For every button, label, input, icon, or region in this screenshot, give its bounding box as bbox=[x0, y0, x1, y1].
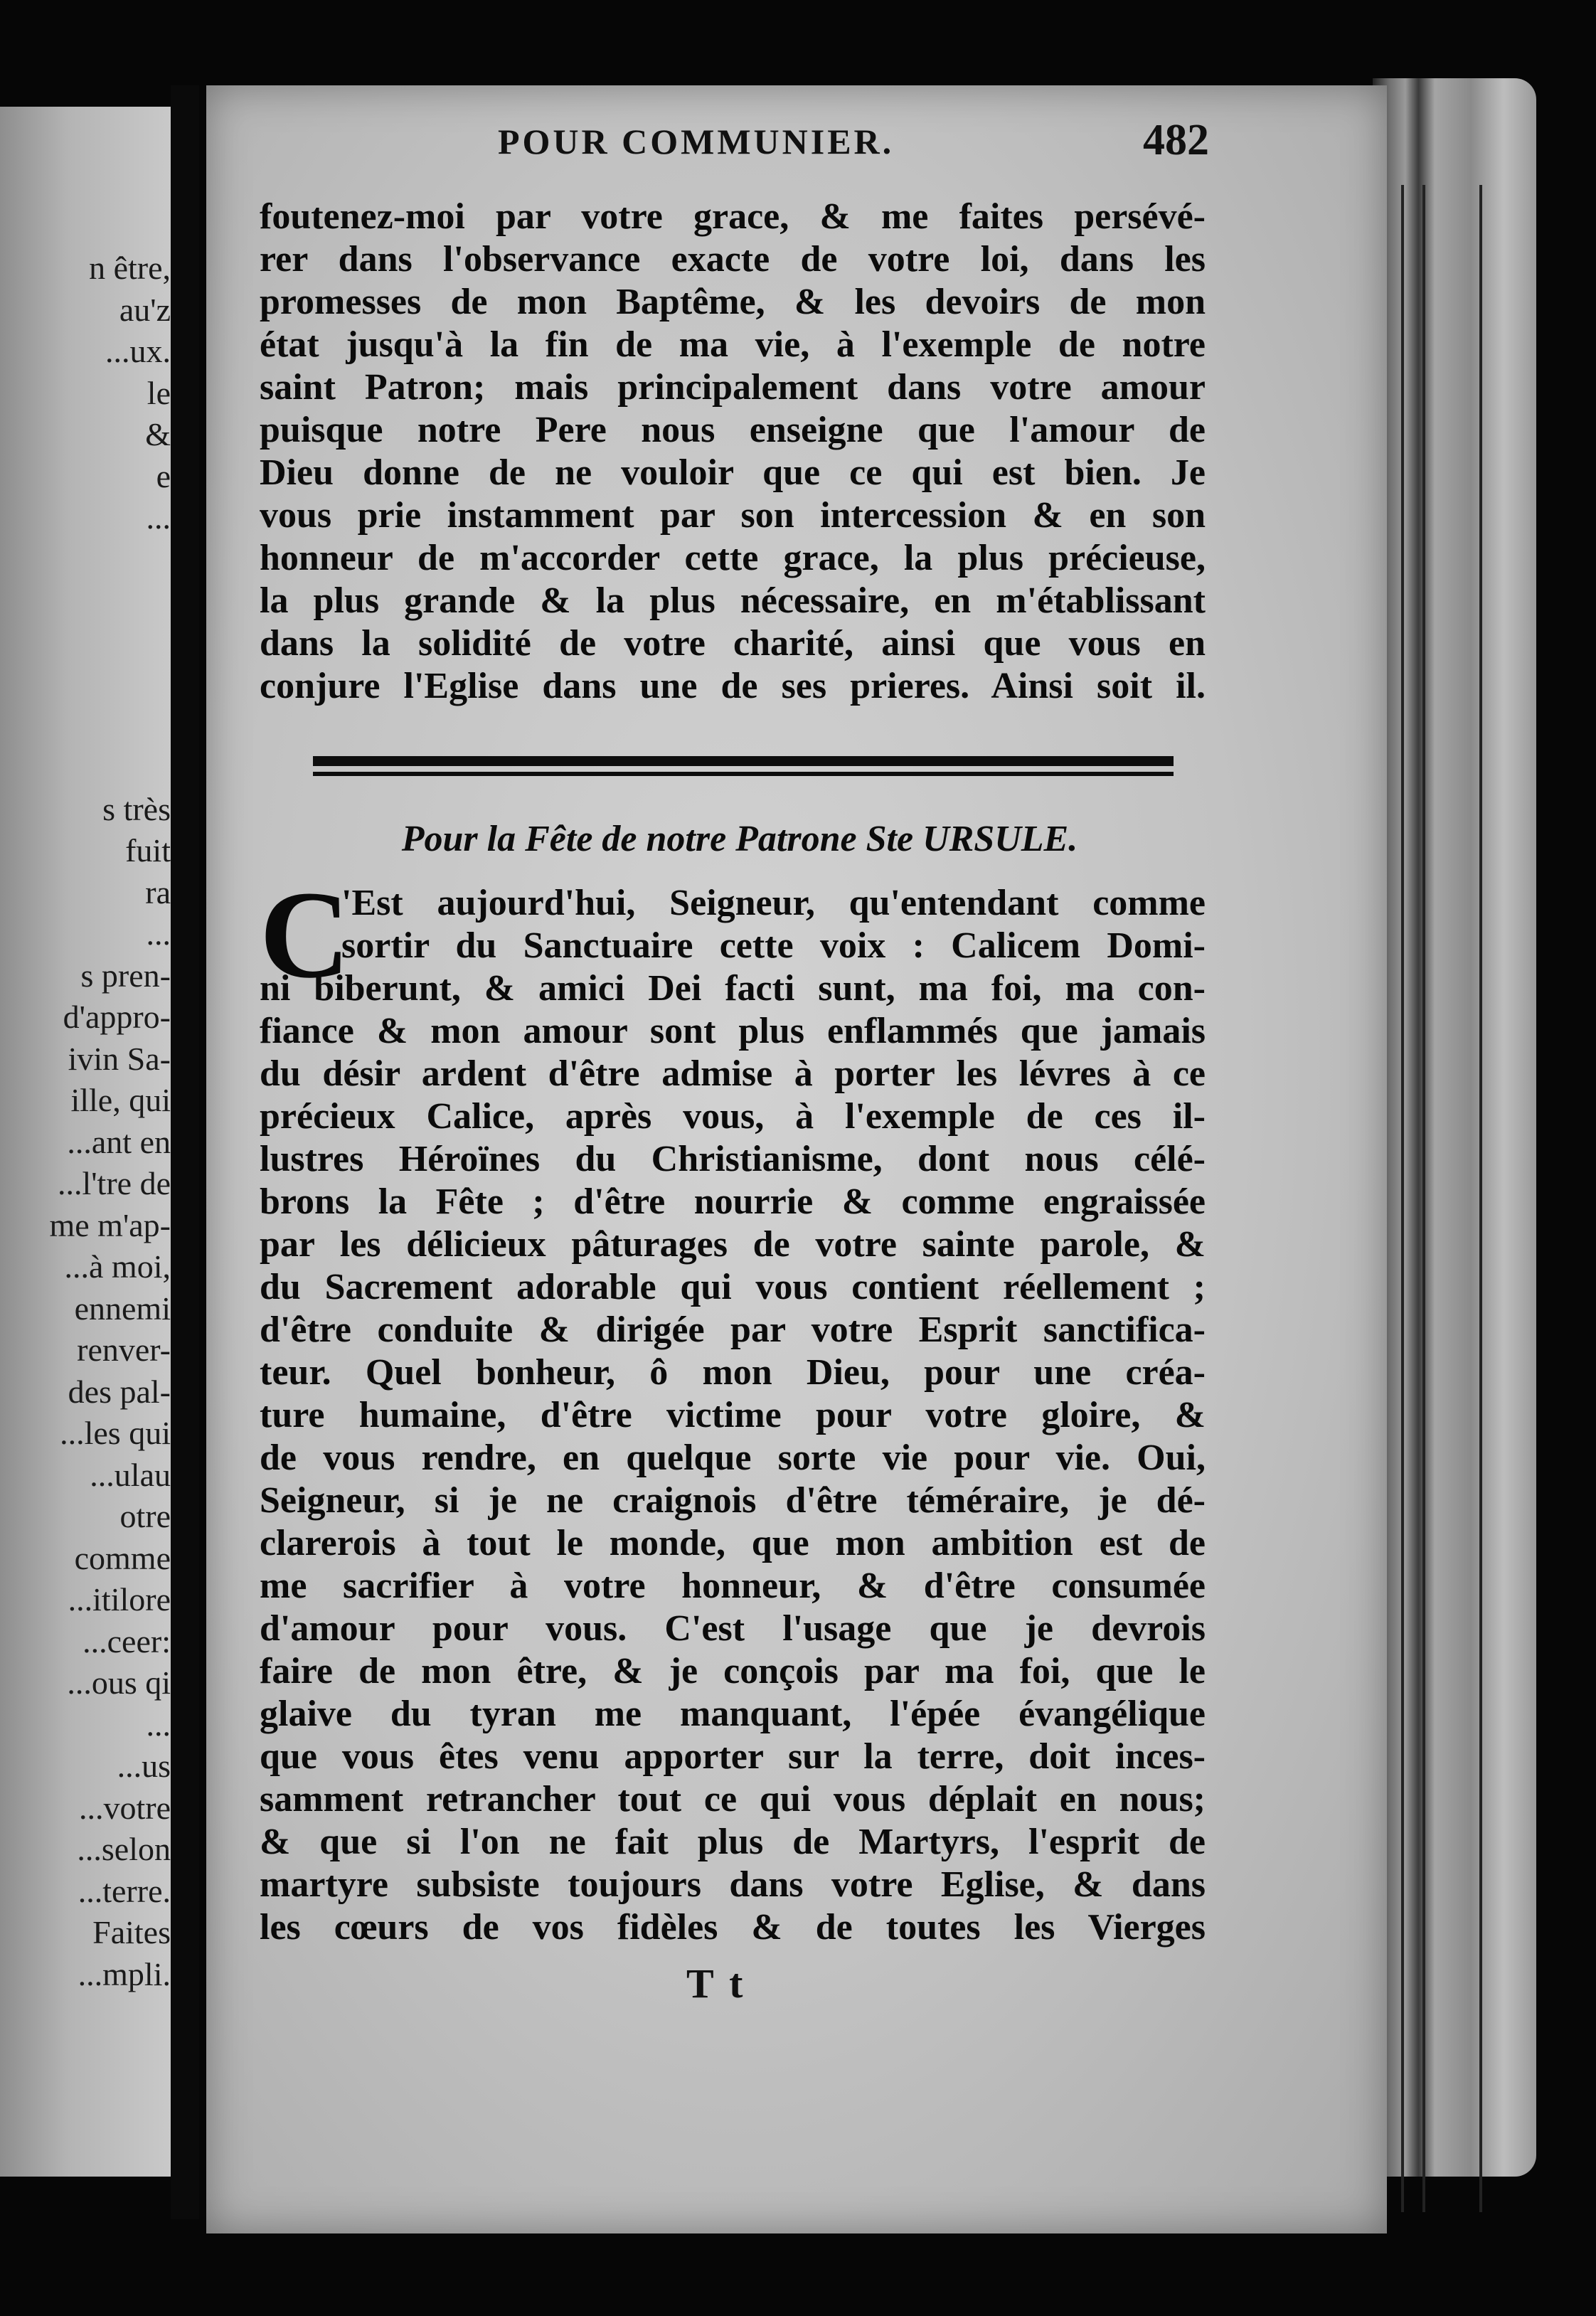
text-line: du Sacrement adorable qui vous contient réellement ; bbox=[260, 1267, 1206, 1307]
left-page-text-fragment: ...ceer: bbox=[83, 1622, 171, 1659]
text-line: & que si l'on ne fait plus de Martyrs, l'esprit de bbox=[260, 1822, 1206, 1862]
page-edge-line bbox=[1422, 185, 1425, 2212]
text-line: samment retrancher tout ce qui vous déplait en nous; bbox=[260, 1779, 1206, 1820]
text-line: clarerois à tout le monde, que mon ambition est de bbox=[260, 1523, 1206, 1563]
page-edge-line bbox=[1479, 185, 1482, 2212]
left-page-text-fragment: ...selon bbox=[77, 1831, 171, 1867]
text-line: rer dans l'observance exacte de votre loi, dans les bbox=[260, 239, 1206, 280]
left-page-text-fragment: ...votre bbox=[78, 1789, 171, 1826]
text-line: précieux Calice, après vous, à l'exemple de ces il- bbox=[260, 1096, 1206, 1137]
left-page-text-fragment: otre bbox=[119, 1498, 171, 1534]
left-page-text-fragment: fuit bbox=[125, 832, 171, 868]
left-page-text-fragment: des pal- bbox=[68, 1373, 171, 1410]
left-page-text-fragment: me m'ap- bbox=[49, 1206, 171, 1243]
left-page-text-fragment: ...l'tre de bbox=[57, 1165, 171, 1201]
left-page-text-fragment: ...itilore bbox=[68, 1581, 171, 1618]
text-line: foutenez-moi par votre grace, & me faites persévé- bbox=[260, 196, 1206, 237]
text-line: par les délicieux pâturages de votre sainte parole, & bbox=[260, 1224, 1206, 1265]
paragraph-continuation bbox=[260, 196, 1206, 708]
text-line: les cœurs de vos fidèles & de toutes les Vierges bbox=[260, 1907, 1206, 1948]
left-page-text-fragment: ...ant en bbox=[67, 1123, 171, 1160]
left-page-text-fragment: ...ulau bbox=[90, 1456, 171, 1493]
book-gutter bbox=[171, 85, 199, 2219]
text-line: teur. Quel bonheur, ô mon Dieu, pour une créa- bbox=[260, 1352, 1206, 1393]
left-page-text-fragment: s très bbox=[102, 790, 171, 827]
drop-cap: C bbox=[260, 866, 351, 1004]
text-line: que vous êtes venu apporter sur la terre, doit inces- bbox=[260, 1736, 1206, 1777]
text-line: Dieu donne de ne vouloir que ce qui est bien. Je bbox=[260, 452, 1206, 493]
text-line: état jusqu'à la fin de ma vie, à l'exemple de notre bbox=[260, 324, 1206, 365]
left-page-text-fragment: ...us bbox=[117, 1748, 171, 1784]
left-page-text-fragment: e bbox=[156, 457, 171, 494]
left-page-text-fragment: ...les qui bbox=[60, 1415, 171, 1451]
left-page-text-fragment: ...ux. bbox=[105, 333, 171, 369]
text-line: puisque notre Pere nous enseigne que l'amour de bbox=[260, 410, 1206, 450]
left-page-text-fragment: ... bbox=[146, 1706, 171, 1743]
section-rule-thick bbox=[313, 756, 1174, 766]
left-page-text-fragment: ennemi bbox=[74, 1290, 171, 1327]
text-line: la plus grande & la plus nécessaire, en m'établissant bbox=[260, 580, 1206, 621]
left-page-text-fragment: comme bbox=[74, 1539, 171, 1576]
text-line: du désir ardent d'être admise à porter les lévres à ce bbox=[260, 1053, 1206, 1094]
text-line: dans la solidité de votre charité, ainsi que vous en bbox=[260, 623, 1206, 664]
left-page-text-fragment: & bbox=[145, 416, 171, 452]
text-line: promesses de mon Baptême, & les devoirs de mon bbox=[260, 282, 1206, 322]
text-line: ni biberunt, & amici Dei facti sunt, ma foi, ma con- bbox=[260, 968, 1206, 1009]
left-page-text-fragment: ... bbox=[146, 915, 171, 952]
left-page-text-fragment: ivin Sa- bbox=[68, 1040, 171, 1077]
text-line: glaive du tyran me manquant, l'épée évangélique bbox=[260, 1694, 1206, 1734]
left-page-text-fragment: d'appro- bbox=[63, 999, 171, 1035]
left-page-text-fragment: s pren- bbox=[80, 957, 171, 994]
text-line: honneur de m'accorder cette grace, la plus précieuse, bbox=[260, 538, 1206, 578]
left-page-fragment bbox=[0, 107, 171, 2177]
text-line: conjure l'Eglise dans une de ses prieres. Ainsi soit il. bbox=[260, 666, 1206, 706]
text-line: ture humaine, d'être victime pour votre gloire, & bbox=[260, 1395, 1206, 1435]
left-page-text-fragment: le bbox=[147, 374, 171, 411]
text-line: de vous rendre, en quelque sorte vie pour vie. Oui, bbox=[260, 1438, 1206, 1478]
left-page-text-fragment: ille, qui bbox=[70, 1082, 171, 1118]
left-page-text-fragment: ...mpli. bbox=[78, 1955, 171, 1992]
text-line: vous prie instamment par son intercession & en son bbox=[260, 495, 1206, 536]
text-line: saint Patron; mais principalement dans votre amour bbox=[260, 367, 1206, 408]
text-line: sortir du Sanctuaire cette voix : Calicem Domi- bbox=[341, 925, 1206, 966]
text-line: d'être conduite & dirigée par votre Esprit sanctifica- bbox=[260, 1310, 1206, 1350]
page-number: 482 bbox=[1143, 116, 1209, 164]
left-page-text-fragment: Faites bbox=[92, 1914, 171, 1950]
left-page-text-fragment: ...ous qi bbox=[67, 1664, 171, 1701]
text-line: Seigneur, si je ne craignois d'être téméraire, je dé- bbox=[260, 1480, 1206, 1521]
signature-mark: T t bbox=[686, 1960, 746, 2007]
left-page-text-fragment: n être, bbox=[89, 250, 171, 286]
section-title: Pour la Fête de notre Patrone Ste URSULE. bbox=[401, 819, 1078, 859]
prayer-paragraph bbox=[260, 882, 1206, 1963]
text-line: lustres Héroïnes du Christianisme, dont nous célé- bbox=[260, 1139, 1206, 1179]
text-line: martyre subsiste toujours dans votre Eglise, & dans bbox=[260, 1864, 1206, 1905]
text-line: me sacrifier à votre honneur, & d'être consumée bbox=[260, 1566, 1206, 1606]
running-head: POUR COMMUNIER. bbox=[498, 122, 895, 161]
left-page-text-fragment: ...terre. bbox=[78, 1872, 171, 1909]
text-line: 'Est aujourd'hui, Seigneur, qu'entendant comme bbox=[341, 883, 1206, 923]
page-edge-line bbox=[1401, 185, 1404, 2212]
left-page-text-fragment: renver- bbox=[77, 1332, 171, 1368]
left-page-text-fragment: au'z bbox=[119, 291, 171, 328]
left-page-text-fragment: ...à moi, bbox=[64, 1248, 171, 1285]
text-line: brons la Fête ; d'être nourrie & comme engraissée bbox=[260, 1181, 1206, 1222]
text-line: d'amour pour vous. C'est l'usage que je devrois bbox=[260, 1608, 1206, 1649]
left-page-text-fragment: ... bbox=[146, 499, 171, 536]
left-page-text-fragment: ra bbox=[145, 873, 171, 910]
text-line: faire de mon être, & je conçois par ma foi, que le bbox=[260, 1651, 1206, 1691]
section-rule-thin bbox=[313, 772, 1174, 776]
text-line: fiance & mon amour sont plus enflammés que jamais bbox=[260, 1011, 1206, 1051]
page-edges bbox=[1373, 78, 1536, 2177]
page-header bbox=[498, 116, 1209, 178]
